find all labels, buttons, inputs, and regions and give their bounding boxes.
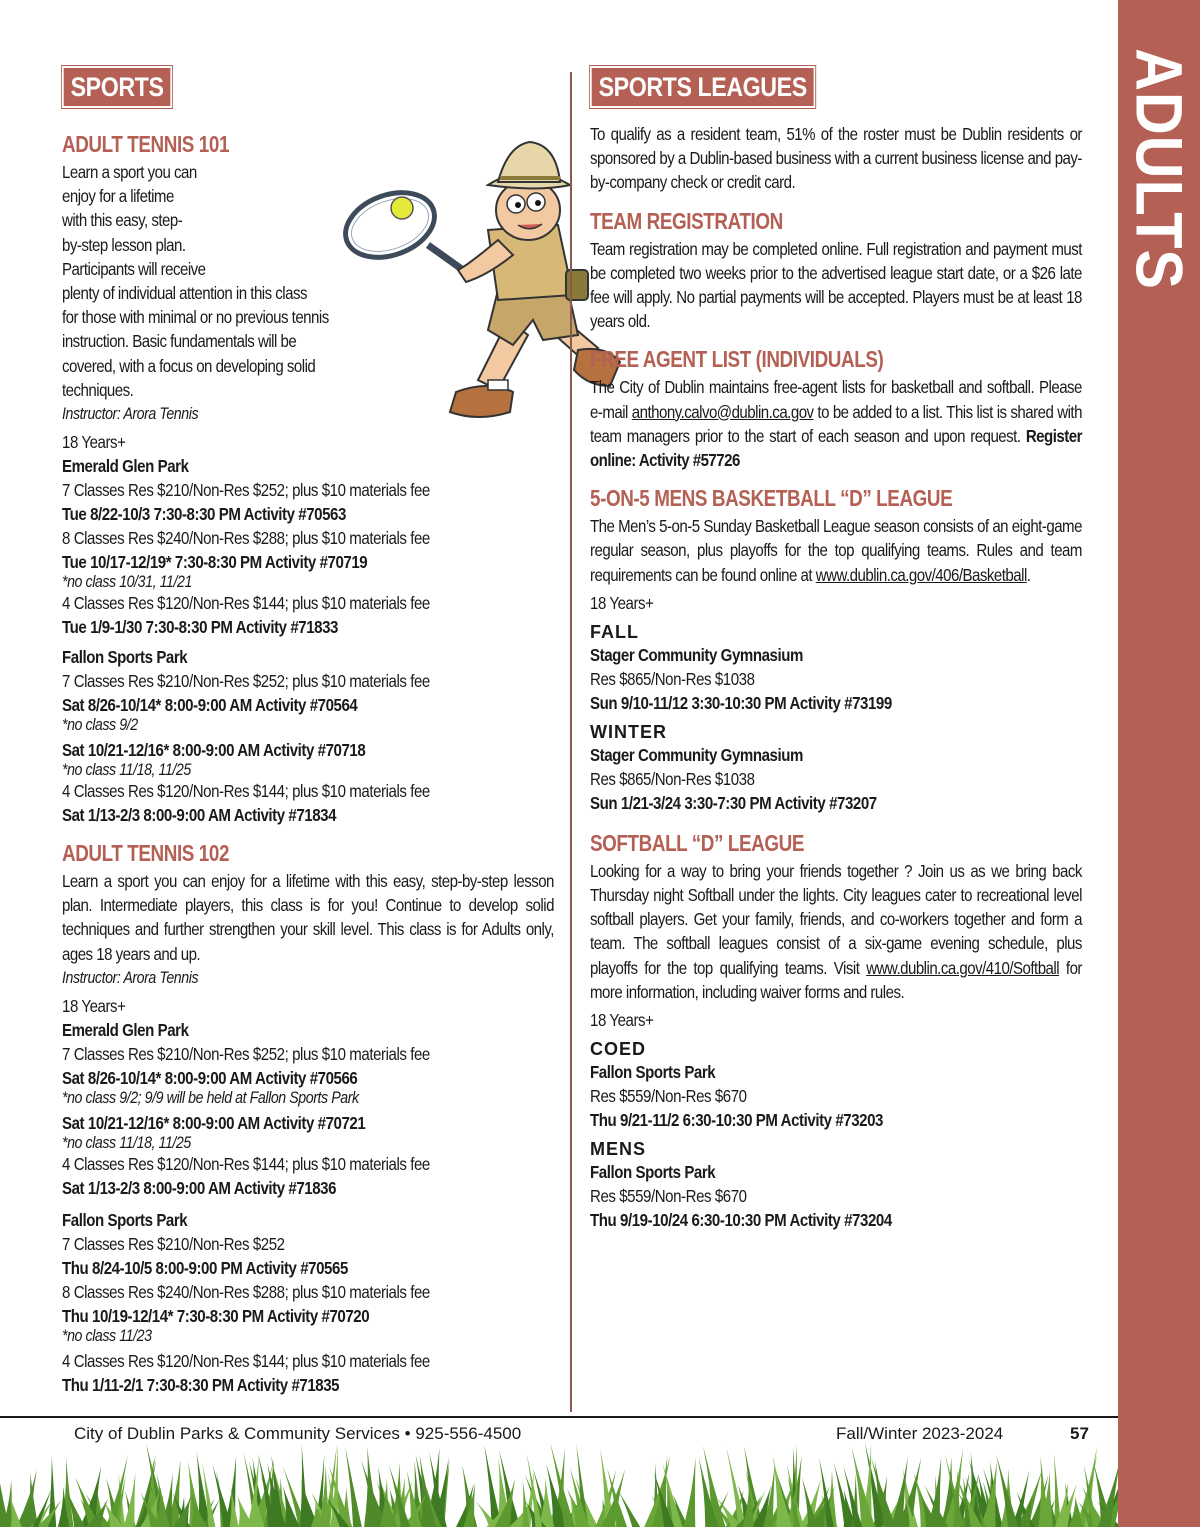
grass-icon bbox=[0, 1440, 1118, 1527]
location-line: Fallon Sports Park bbox=[590, 1162, 716, 1183]
schedule-line: Sun 9/10-11/12 3:30-10:30 PM Activity #73199 bbox=[590, 692, 892, 713]
schedule-line: Thu 10/19-12/14* 7:30-8:30 PM Activity #70720 bbox=[62, 1305, 370, 1326]
footer-org: City of Dublin Parks & Community Services • 925-556-4500 bbox=[74, 1424, 522, 1443]
schedule-line: Sat 10/21-12/16* 8:00-9:00 AM Activity #70721 bbox=[62, 1112, 366, 1133]
note-line: *no class 10/31, 11/21 bbox=[62, 573, 192, 592]
basketball-link[interactable]: www.dublin.ca.gov/406/Basketball bbox=[815, 564, 1027, 585]
tennis-102-loc2: Fallon Sports Park bbox=[62, 1209, 188, 1230]
schedule-line: Sat 10/21-12/16* 8:00-9:00 AM Activity #70718 bbox=[62, 740, 366, 761]
free-agent-title: FREE AGENT LIST (INDIVIDUALS) bbox=[590, 346, 884, 373]
basketball-text: . bbox=[1026, 564, 1031, 585]
footer-season: Fall/Winter 2023-2024 bbox=[836, 1424, 1004, 1443]
email-link[interactable]: anthony.calvo@dublin.ca.gov bbox=[631, 401, 814, 422]
adults-tab bbox=[1101, 48, 1200, 290]
schedule-line: Tue 8/22-10/3 7:30-8:30 PM Activity #70563 bbox=[62, 504, 346, 525]
schedule-line: Thu 1/11-2/1 7:30-8:30 PM Activity #71835 bbox=[62, 1374, 340, 1395]
fee-line: 4 Classes Res $120/Non-Res $144; plus $10 materials fee bbox=[62, 593, 430, 614]
schedule-line: Sun 1/21-3/24 3:30-7:30 PM Activity #73207 bbox=[590, 792, 877, 813]
tennis-102-loc1: Emerald Glen Park bbox=[62, 1019, 189, 1040]
page-number: 57 bbox=[1070, 1424, 1089, 1443]
schedule-line: Sat 8/26-10/14* 8:00-9:00 AM Activity #70566 bbox=[62, 1067, 358, 1088]
fee-line: 8 Classes Res $240/Non-Res $288; plus $10 materials fee bbox=[62, 528, 430, 549]
schedule-line: Sat 1/13-2/3 8:00-9:00 AM Activity #71836 bbox=[62, 1177, 337, 1198]
right-column bbox=[590, 66, 1082, 1232]
fee-line: 8 Classes Res $240/Non-Res $288; plus $10 materials fee bbox=[62, 1281, 430, 1302]
sports-banner: SPORTS bbox=[62, 66, 172, 108]
note-line: *no class 9/2 bbox=[62, 716, 138, 735]
register-online: Register online: Activity #57726 bbox=[590, 425, 1082, 471]
softball-age: 18 Years+ bbox=[590, 1010, 654, 1031]
softball-title: SOFTBALL “D” LEAGUE bbox=[590, 829, 804, 856]
desc-line: Learn a sport you can bbox=[62, 162, 197, 182]
basketball-title: 5-ON-5 MENS BASKETBALL “D” LEAGUE bbox=[590, 485, 953, 512]
basketball-desc bbox=[590, 514, 1082, 587]
note-line: *no class 11/18, 11/25 bbox=[62, 1133, 191, 1152]
tennis-101-age: 18 Years+ bbox=[62, 432, 126, 453]
softball-text: for more information, including waiver forms and rules. bbox=[590, 957, 1082, 1002]
season-label: FALL bbox=[590, 621, 639, 642]
fee-line: Res $865/Non-Res $1038 bbox=[590, 768, 755, 789]
softball-text: Looking for a way to bring your friends together ? Join us as we bring back Thursday night Softball under the lights. City leagues cater to recreational level softball players. Get your family, friends, and co-workers together and form a team. The softball leagues consist of a six-game evening schedule, plus playoffs for the top qualifying teams. Visit bbox=[590, 860, 1082, 978]
location-line: Fallon Sports Park bbox=[590, 1062, 716, 1083]
team-registration-desc: Team registration may be completed online. Full registration and payment must be completed two weeks prior to the advertised league start date, or a $26 late fee will apply. No partial payments will be accepted. Players must be at least 18 years old. bbox=[590, 238, 1082, 332]
tennis-101-loc2: Fallon Sports Park bbox=[62, 647, 188, 668]
softball-link[interactable]: www.dublin.ca.gov/410/Softball bbox=[866, 957, 1060, 978]
desc-line: plenty of individual attention in this class bbox=[62, 283, 308, 304]
fee-line: 4 Classes Res $120/Non-Res $144; plus $10 materials fee bbox=[62, 1350, 430, 1371]
fee-line: 7 Classes Res $210/Non-Res $252; plus $10 materials fee bbox=[62, 671, 430, 692]
tennis-102-desc: Learn a sport you can enjoy for a lifetime with this easy, step-by-step lesson plan. Intermediate players, this class is for you! Continue to develop solid techniques and further strengthen your skill level. This class is for Adults only, ages 18 years and up. bbox=[62, 871, 554, 964]
left-column bbox=[62, 66, 554, 1397]
desc-line: techniques. bbox=[62, 379, 134, 400]
fee-line: Res $865/Non-Res $1038 bbox=[590, 668, 755, 689]
schedule-line: Thu 9/19-10/24 6:30-10:30 PM Activity #73204 bbox=[590, 1210, 892, 1231]
season-label: MENS bbox=[590, 1139, 647, 1160]
tennis-101-title: ADULT TENNIS 101 bbox=[62, 131, 230, 157]
desc-line: with this easy, step- bbox=[62, 210, 183, 231]
location-line: Stager Community Gymnasium bbox=[590, 644, 803, 665]
tennis-102-age: 18 Years+ bbox=[62, 995, 126, 1016]
free-agent-text: The City of Dublin maintains free-agent lists for basketball and softball. Please e-mail bbox=[590, 377, 1082, 422]
schedule-line: Thu 8/24-10/5 8:00-9:00 PM Activity #70565 bbox=[62, 1257, 348, 1278]
softball-desc bbox=[590, 859, 1082, 1004]
desc-line: covered, with a focus on developing solid bbox=[62, 355, 316, 376]
free-agent-text: to be added to a list. This list is shared with team managers prior to the start of each season and upon request. bbox=[590, 401, 1082, 446]
fee-line: 7 Classes Res $210/Non-Res $252; plus $10 materials fee bbox=[62, 1043, 430, 1064]
sports-leagues-banner: SPORTS LEAGUES bbox=[590, 66, 815, 108]
schedule-line: Thu 9/21-11/2 6:30-10:30 PM Activity #73203 bbox=[590, 1110, 883, 1131]
desc-line: for those with minimal or no previous tennis bbox=[62, 307, 329, 328]
desc-line: instruction. Basic fundamentals will be bbox=[62, 331, 297, 352]
desc-line: enjoy for a lifetime bbox=[62, 186, 174, 207]
schedule-line: Tue 10/17-12/19* 7:30-8:30 PM Activity #70719 bbox=[62, 552, 368, 573]
column-divider bbox=[570, 72, 572, 1412]
tennis-101-section bbox=[62, 130, 554, 827]
tennis-101-loc1: Emerald Glen Park bbox=[62, 456, 189, 477]
basketball-age: 18 Years+ bbox=[590, 592, 654, 613]
fee-line: Res $559/Non-Res $670 bbox=[590, 1186, 747, 1207]
fee-line: Res $559/Non-Res $670 bbox=[590, 1086, 747, 1107]
fee-line: 4 Classes Res $120/Non-Res $144; plus $10 materials fee bbox=[62, 1153, 430, 1174]
tennis-102-title: ADULT TENNIS 102 bbox=[62, 840, 230, 867]
note-line: *no class 11/23 bbox=[62, 1326, 152, 1345]
free-agent-desc bbox=[590, 375, 1082, 472]
tennis-102-section bbox=[62, 839, 554, 1397]
adults-label: ADULTS bbox=[1122, 48, 1196, 290]
footer-rule bbox=[0, 1416, 1118, 1418]
leagues-intro: To qualify as a resident team, 51% of the roster must be Dublin residents or sponsored by a Dublin-based business with a current business license and pay-by-company check or credit card. bbox=[590, 124, 1082, 193]
schedule-line: Sat 8/26-10/14* 8:00-9:00 AM Activity #70564 bbox=[62, 695, 358, 716]
season-label: COED bbox=[590, 1039, 647, 1060]
location-line: Stager Community Gymnasium bbox=[590, 744, 803, 765]
schedule-line: Tue 1/9-1/30 7:30-8:30 PM Activity #71833 bbox=[62, 617, 339, 638]
tennis-102-instructor: Instructor: Arora Tennis bbox=[62, 968, 199, 987]
season-label: WINTER bbox=[590, 721, 667, 742]
team-registration-title: TEAM REGISTRATION bbox=[590, 207, 783, 234]
note-line: *no class 11/18, 11/25 bbox=[62, 761, 191, 780]
desc-line: Participants will receive bbox=[62, 258, 206, 279]
fee-line: 7 Classes Res $210/Non-Res $252 bbox=[62, 1233, 285, 1254]
fee-line: 7 Classes Res $210/Non-Res $252; plus $10 materials fee bbox=[62, 480, 430, 501]
desc-line: by-step lesson plan. bbox=[62, 234, 186, 255]
note-line: *no class 9/2; 9/9 will be held at Fallon Sports Park bbox=[62, 1088, 359, 1107]
fee-line: 4 Classes Res $120/Non-Res $144; plus $10 materials fee bbox=[62, 781, 430, 802]
schedule-line: Sat 1/13-2/3 8:00-9:00 AM Activity #71834 bbox=[62, 805, 337, 826]
basketball-text: The Men’s 5-on-5 Sunday Basketball League season consists of an eight-game regular season, plus playoffs for the top qualifying teams. Rules and team requirements can be found online at bbox=[590, 516, 1082, 585]
tennis-101-instructor: Instructor: Arora Tennis bbox=[62, 405, 199, 424]
